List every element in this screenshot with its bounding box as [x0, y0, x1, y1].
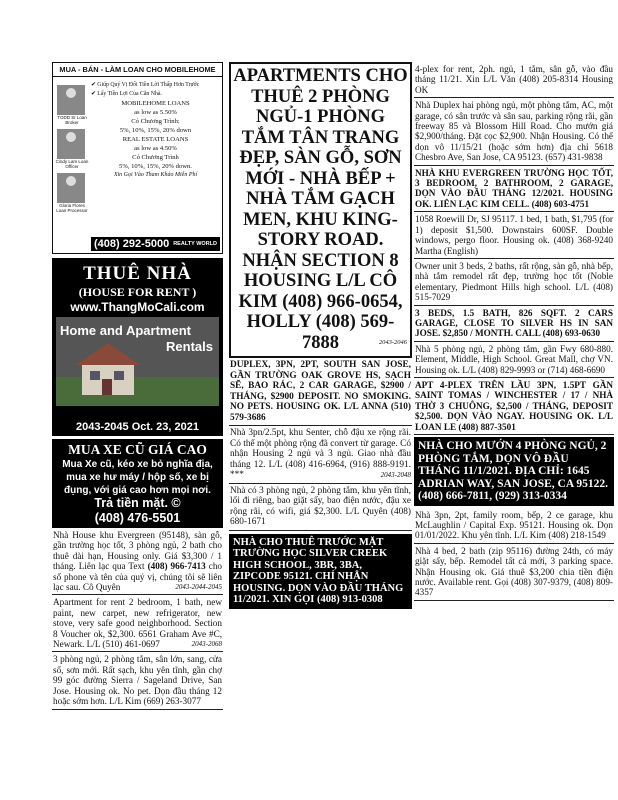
line: as low as 5.50% — [134, 109, 177, 116]
line: Xin Gọi Vào Tham Khảo Miễn Phí — [113, 172, 198, 178]
thue-nha-site: www.ThangMoCali.com — [70, 300, 205, 314]
rental-ad: 1058 Roewill Dr, SJ 95117. 1 bed, 1 bath, $1,795 (for 1) deposit $1,500. Downstairs 600SF. Double windows, pergo floor. Housing ok. (408) 368-9240 Martha (English) — [414, 212, 614, 259]
silver-creek-ad: NHÀ CHO THUÊ TRƯỚC MẶT TRƯỜNG HỌC SILVER CREEK HIGH SCHOOL, 3BR, 3BA, ZIPCODE 95121. CHỈ NHẬN HOUSING. DỌN VÀO ĐẦU THÁNG 11/2021. XIN GỌI (408) 913-0308 — [229, 534, 412, 609]
apartments-big-ad: APARTMENTS CHO THUÊ 2 PHÒNG NGỦ-1 PHÒNG TẮM TÂN TRANG ĐẸP, SÀN GỖ, SƠN MỚI - NHÀ BẾP + NHÀ TẮM GẠCH MEN, KHU KING- STORY ROAD. NHẬN SECTION 8 HOUSING L/L CÔ KIM (408) 966-0654, HOLLY (408) 569-7888 2043-2046 — [229, 62, 412, 358]
mua-xe-title: MUA XE CŨ GIÁ CAO — [68, 442, 207, 457]
person-name: Gloria Flores Loan Processor — [56, 203, 88, 213]
line: 5%, 10%, 15%, 20% down. — [119, 163, 192, 170]
rental-ad: 4-plex for rent, 2ph. ngủ, 1 tắm, sân gỗ, vào đầu tháng 11/21. Xin L/L Văn (408) 205-8314 Housing OK — [414, 62, 614, 98]
bullet: ✔ Lấy Tiền Lợi Của Căn Nhà. — [91, 91, 162, 97]
rental-ad: Nhà có 3 phòng ngủ, 2 phòng tắm, khu yên tĩnh, lối đi riêng, bao giặt sấy, bao điện nước, đậu xe rộng rãi, có wifi, giá $2,300. L/L Quyên (408) 680-1671 — [229, 484, 412, 531]
column-1 — [52, 62, 223, 776]
line: MOBILEHOME LOANS — [121, 100, 190, 107]
realty-world-logo: REALTY WORLD — [173, 241, 217, 247]
rental-ad: Nhà House khu Evergreen (95148), sàn gỗ, gần trường học tốt, 3 phòng ngủ, 2 bath cho thuê dài hạn, Housing only. Giá $3,300 / 1 tháng. Liên lạc qua Text (408) 966-7413 cho số phone và tên của quý vị, chúng tôi sẽ liên lạc sau. Cô Quyên 2043-2044-2045 — [52, 528, 223, 595]
line: Có Chương Trình — [132, 154, 179, 161]
rental-ad: DUPLEX, 3PN, 2PT, SOUTH SAN JOSE, GẦN TRƯỜNG OAK GROVE HS, SẠCH SẼ, BAO RÁC, 2 CAR GARAGE, $2900 / THÁNG, $2900 DEPOSIT. NO SMOKING. NO PETS. HOUSING OK. L/L ANNA (510) 579-3686 — [229, 358, 412, 426]
rental-ad: Nhà 4 bed, 2 bath (zip 95116) đường 24th, có máy giặt sấy, bếp. Remodel tất cả mới, 3 parking space. Nhận Housing ok. Giá thuê $3,200 chia tiền điện nước. Available rent. Gọi (408) 307-9379, (408) 809-4357 — [414, 544, 614, 601]
mobilehome-title: MUA - BÁN - LÀM LOAN CHO MOBILEHOME — [53, 63, 222, 77]
person-name: Cindy Lam Loan Officer — [55, 159, 89, 169]
person-photo — [57, 129, 85, 159]
rental-ad: 3 phòng ngủ, 2 phòng tắm, sân lớn, sang, cửa sổ, sơn mới. Rất sạch, khu yên tĩnh, gần chợ 99 góc đường Sierra / Sageland Drive, San Jose. Housing ok. No pet. Dọn đầu tháng 12 hoặc sớm hơn. L/L Kim (669) 263-3077 — [52, 652, 223, 709]
ad-ref: 2043-2068 — [191, 640, 222, 649]
line: REAL ESTATE LOANS — [122, 136, 189, 143]
adrian-way-ad: NHÀ CHO MƯỚN 4 PHÒNG NGỦ, 2 PHÒNG TẮM, DỌN VÔ ĐẦU THÁNG 11/1/2021. ĐỊA CHỈ: 1645 ADRIAN WAY, SAN JOSE, CA 95122. (408) 666-7811, (929) 313-0334 — [414, 437, 614, 506]
mua-xe-phone: (408) 476-5501 — [94, 511, 181, 525]
rental-ad: Nhà 3pn, 2pt, family room, bếp, 2 ce garage, khu McLaughlin / Capital Exp. 95121. Housing ok. Dọn 01/01/2022. Khu yên tĩnh. L/L Kim (408) 218-1549 — [414, 508, 614, 544]
photo-label-1: Home and Apartment — [60, 323, 191, 338]
rental-ad: Apartment for rent 2 bedroom, 1 bath, new paint, new carpet, new refrigerator, new stove, very safe good neighborhood. Section 8 Voucher ok, $2,300. 6561 Graham Ave #C, Newark. L/L (510) 461-0697 2043-2068 — [52, 595, 223, 652]
rental-ad: 3 BEDS, 1.5 BATH, 826 SQFT. 2 CARS GARAGE, CLOSE TO SILVER HS IN SAN JOSE. $2,850 / MONTH. CALL (408) 693-0630 — [414, 306, 614, 342]
thue-nha-subtitle: (HOUSE FOR RENT ) — [78, 285, 197, 299]
mobilehome-phone: (408) 292-5000 REALTY WORLD — [91, 237, 220, 251]
rental-ad: Nhà Duplex hai phòng ngủ, một phòng tắm, AC, một garage, có sân trước và sân sau, parking rộng rãi, gần freeway 85 và Blossom Hill Road. Cho mướn giá $2,900/tháng. Đặt cọc $2,900. Nhận Housing. Có thể dọn vô 11/15/21 (hoặc sớm hơn) địa chỉ 5618 Chesbro Ave, San Jose, CA 95123. (657) 431-9838 — [414, 98, 614, 165]
house-photo — [56, 317, 219, 406]
column-3 — [414, 62, 614, 776]
person-photo — [57, 85, 85, 115]
line: 5%, 10%, 15%, 20% down — [119, 127, 192, 134]
mua-xe-box — [52, 439, 223, 528]
person-name: TODD SI Loan Broker — [57, 115, 87, 125]
person-photo — [57, 173, 85, 203]
column-2 — [229, 62, 412, 776]
rental-ad: NHÀ KHU EVERGREEN TRƯỜNG HỌC TỐT, 3 BEDROOM, 2 BATHROOM, 2 GARAGE, DỌN VÀO ĐẦU THÁNG 12/2021. HOUSING OK. LIÊN LẠC KIM CELL. (408) 603-4751 — [414, 166, 614, 213]
mua-xe-cash: Trả tiền mặt. © — [94, 496, 181, 510]
thue-nha-title: THUÊ NHÀ — [83, 263, 192, 284]
rental-ad: Nhà 3pn/2.5pt, khu Senter, chỗ đậu xe rộng rãi. Có thể một phòng rộng đã convert từ garage. Có nhận Housing 2 ngủ và 3 ngủ. Giao nhà đầu tháng 12. L/L (408) 416-6964, (916) 888-9191. *** 2043-2048 — [229, 426, 412, 484]
photo-label-2: Rentals — [166, 339, 213, 354]
mobilehome-body — [91, 81, 220, 180]
thue-nha-date: 2043-2045 Oct. 23, 2021 — [76, 421, 199, 433]
rental-ad: Owner unit 3 beds, 2 baths, rất rộng, sàn gỗ, nhà bếp, nhà tắm remodel rất đẹp, trường học tốt (Noble elementary, Piedmont Hills high school. L/L (408) 515-7029 — [414, 259, 614, 306]
line: as low as 4.50% — [134, 145, 177, 152]
thue-nha-box — [52, 258, 223, 436]
ad-ref: 2043-2048 — [380, 471, 411, 479]
line: Có Chương Trình: — [131, 118, 180, 125]
mobilehome-ad — [52, 62, 223, 254]
rental-ad: APT 4-PLEX TRÊN LẦU 3PN, 1.5PT GẦN SAINT TOMAS / WINCHESTER / 17 / NHÀ THỜ 3 CHUÔNG, $2,500 / THÁNG, DEPOSIT $2,500. DỌN VÀO NGAY. HOUSING OK. L/L LOAN LE (408) 887-3501 — [414, 378, 614, 435]
ad-ref: 2043-2046 — [378, 338, 407, 346]
mua-xe-body: Mua Xe cũ, kéo xe bỏ nghĩa địa, mua xe hư máy / hộp số, xe bị đụng, với giá cao hơn mọi nơi. Trả tiền mặt. © — [62, 459, 213, 510]
bullet: ✔ Giúp Quý Vị Đổi Tiền Lời Thấp Hơn Trước — [91, 82, 200, 88]
rental-ad: Nhà 5 phòng ngủ, 2 phòng tắm, gần Fwy 680-880. Element, Middle, High School. Great Mall, chợ VN. Housing ok. L/L (408) 829-9993 or (714) 468-6690 — [414, 342, 614, 378]
people-photos — [55, 81, 89, 213]
ad-ref: 2043-2044-2045 — [175, 583, 222, 592]
